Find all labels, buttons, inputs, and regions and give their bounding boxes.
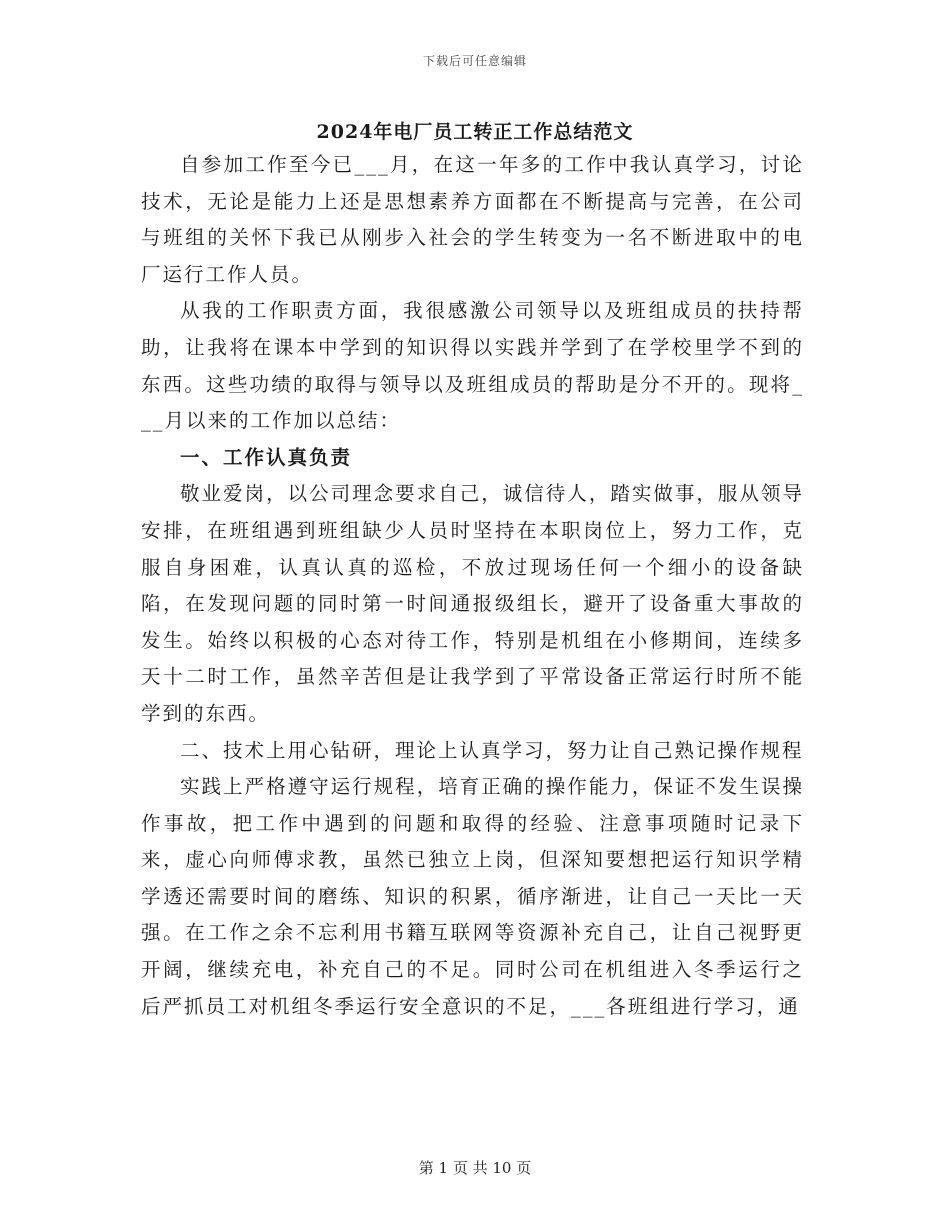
paragraph-section-2: 实践上严格遵守运行规程，培育正确的操作能力，保证不发生误操作事故，把工作中遇到的问题和取得的经验、注意事项随时记录下来，虚心向师傅求教，虽然已独立上岗，但深知要想把运行知识学精学透还需要时间的磨练、知识的积累，循序渐进，让自己一天比一天强。在工作之余不忘利用书籍互联网等资源补充自己，让自己视野更开阔，继续充电，补充自己的不足。同时公司在机组进入冬季运行之后严抓员工对机组冬季运行安全意识的不足，___各班组进行学习，通	[141, 775, 804, 1018]
document-title: 2024年电厂员工转正工作总结范文	[316, 121, 634, 143]
page-header: 下载后可任意编辑	[422, 54, 527, 68]
paragraph-duties: 从我的工作职责方面，我很感激公司领导以及班组成员的扶持帮助，让我将在课本中学到的知识得以实践并学到了在学校里学不到的东西。这些功绩的取得与领导以及班组成员的帮助是分不开的。现将___月以来的工作加以总结：	[141, 299, 804, 433]
paragraph-intro: 自参加工作至今已___月，在这一年多的工作中我认真学习，讨论技术，无论是能力上还是思想素养方面都在不断提高与完善，在公司与班组的关怀下我已从刚步入社会的学生转变为一名不断进取中的电厂运行工作人员。	[141, 153, 804, 286]
section-heading-2: 二、技术上用心钻研，理论上认真学习，努力让自己熟记操作规程	[180, 738, 804, 762]
document-body	[141, 147, 804, 1025]
page-number: 第 1 页 共 10 页	[418, 1159, 532, 1177]
section-heading-1: 一、工作认真负责	[180, 445, 353, 469]
paragraph-section-1: 敬业爱岗，以公司理念要求自己，诚信待人，踏实做事，服从领导安排，在班组遇到班组缺少人员时坚持在本职岗位上，努力工作，克服自身困难，认真认真的巡检，不放过现场任何一个细小的设备缺陷，在发现问题的同时第一时间通报级组长，避开了设备重大事故的发生。始终以积极的心态对待工作，特别是机组在小修期间，连续多天十二时工作，虽然辛苦但是让我学到了平常设备正常运行时所不能学到的东西。	[141, 482, 804, 725]
